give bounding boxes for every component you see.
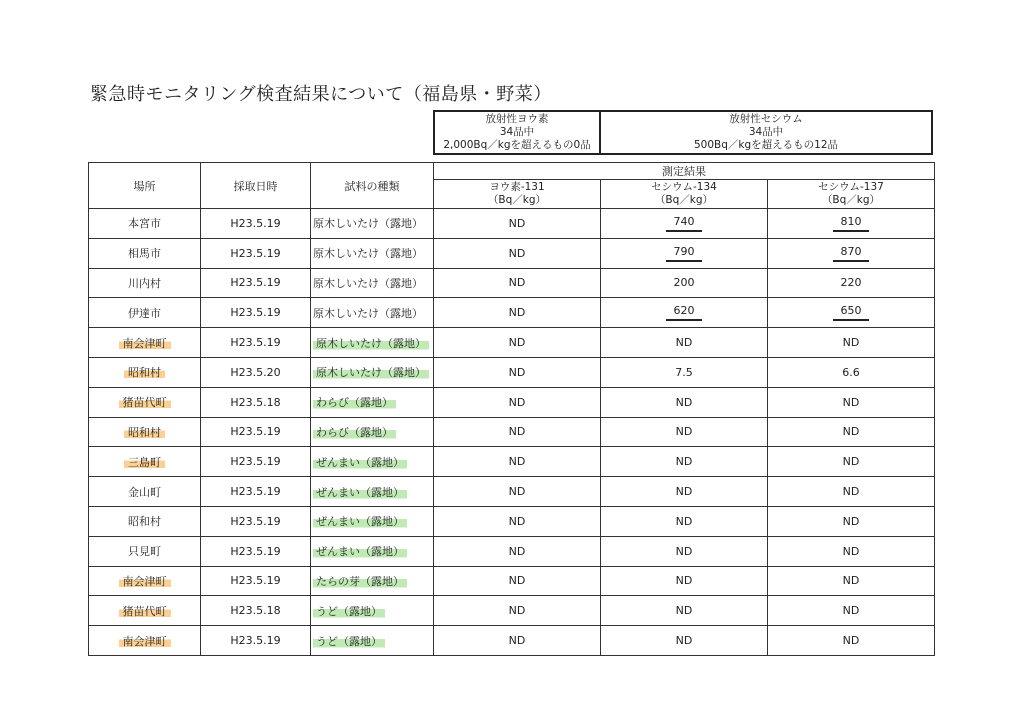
cell-cs137 (768, 298, 935, 328)
cell-i131: ND (434, 268, 601, 298)
header-i131-unit: （Bq／kg） (487, 194, 547, 206)
header-row-1 (89, 163, 935, 180)
cell-place (89, 566, 201, 596)
cell-cs134: ND (601, 506, 768, 536)
cell-cs134: ND (601, 626, 768, 656)
cell-cs134 (601, 238, 768, 268)
table-row (89, 447, 935, 477)
item-text: 原木しいたけ（露地） (313, 247, 423, 261)
cesium-summary (601, 112, 931, 153)
table-row (89, 268, 935, 298)
exceed-value: 810 (833, 215, 869, 232)
cell-i131: ND (434, 209, 601, 239)
cell-i131: ND (434, 477, 601, 507)
place-text: 三島町 (124, 456, 165, 469)
table-row (89, 596, 935, 626)
cell-place (89, 268, 201, 298)
cell-date: H23.5.19 (201, 209, 311, 239)
place-text: 昭和村 (124, 366, 165, 379)
cell-item (311, 447, 434, 477)
cell-place (89, 357, 201, 387)
cell-item (311, 328, 434, 358)
item-text: ぜんまい（露地） (313, 545, 407, 558)
cell-date: H23.5.20 (201, 357, 311, 387)
cell-item (311, 566, 434, 596)
cell-place (89, 298, 201, 328)
cell-item (311, 238, 434, 268)
item-text: わらび（露地） (313, 426, 396, 439)
cell-cs134 (601, 298, 768, 328)
header-cs137-label: セシウム-137 (818, 181, 884, 193)
cell-i131: ND (434, 506, 601, 536)
cesium-summary-count: 34品中 (748, 126, 784, 138)
table-row (89, 536, 935, 566)
place-text: 只見町 (128, 545, 161, 559)
header-cs134-unit: （Bq／kg） (654, 194, 714, 206)
place-text: 猪苗代町 (119, 396, 171, 409)
cell-item (311, 268, 434, 298)
header-cs134 (601, 180, 768, 209)
cell-cs134: 200 (601, 268, 768, 298)
iodine-summary (435, 112, 601, 153)
cell-date: H23.5.19 (201, 238, 311, 268)
cell-i131: ND (434, 566, 601, 596)
cell-item (311, 536, 434, 566)
exceed-value: 790 (666, 245, 702, 262)
cell-cs137: ND (768, 417, 935, 447)
place-text: 伊達市 (128, 306, 161, 320)
cell-i131: ND (434, 536, 601, 566)
cell-cs134: ND (601, 417, 768, 447)
place-text: 川内村 (128, 276, 161, 290)
item-text: うど（露地） (313, 635, 385, 648)
place-text: 南会津町 (119, 337, 171, 350)
cell-date: H23.5.19 (201, 328, 311, 358)
cell-cs134: ND (601, 566, 768, 596)
item-text: ぜんまい（露地） (313, 486, 407, 499)
header-date: 採取日時 (201, 163, 311, 209)
cell-date: H23.5.18 (201, 387, 311, 417)
cell-i131: ND (434, 357, 601, 387)
item-text: 原木しいたけ（露地） (313, 276, 423, 290)
cell-date: H23.5.19 (201, 566, 311, 596)
item-text: ぜんまい（露地） (313, 456, 407, 469)
item-text: 原木しいたけ（露地） (313, 337, 429, 350)
cell-item (311, 417, 434, 447)
cell-date: H23.5.19 (201, 298, 311, 328)
exceed-value: 650 (833, 304, 869, 321)
cell-cs134 (601, 209, 768, 239)
item-text: たらの芽（露地） (313, 575, 407, 588)
cell-cs137: ND (768, 387, 935, 417)
header-cs137 (768, 180, 935, 209)
iodine-summary-label: 放射性ヨウ素 (485, 113, 549, 125)
cell-item (311, 596, 434, 626)
cell-i131: ND (434, 417, 601, 447)
page-title: 緊急時モニタリング検査結果について（福島県・野菜） (90, 84, 552, 105)
header-measure: 測定結果 (434, 163, 935, 180)
place-text: 相馬市 (128, 247, 161, 261)
cell-item (311, 387, 434, 417)
cell-cs137: 6.6 (768, 357, 935, 387)
table-row (89, 506, 935, 536)
cell-cs137 (768, 209, 935, 239)
place-text: 昭和村 (124, 426, 165, 439)
cell-place (89, 626, 201, 656)
cell-i131: ND (434, 238, 601, 268)
table-row (89, 417, 935, 447)
cell-place (89, 506, 201, 536)
place-text: 南会津町 (119, 635, 171, 648)
table-row (89, 328, 935, 358)
table-row (89, 626, 935, 656)
cell-cs137: ND (768, 626, 935, 656)
cell-date: H23.5.19 (201, 626, 311, 656)
cell-cs137: 220 (768, 268, 935, 298)
cell-item (311, 506, 434, 536)
table-row (89, 298, 935, 328)
cell-date: H23.5.19 (201, 506, 311, 536)
cell-date: H23.5.19 (201, 477, 311, 507)
header-cs134-label: セシウム-134 (651, 181, 717, 193)
item-text: わらび（露地） (313, 396, 396, 409)
place-text: 猪苗代町 (119, 605, 171, 618)
cell-cs137: ND (768, 506, 935, 536)
cesium-summary-exceed: 500Bq／kgを超えるもの12品 (693, 139, 839, 151)
table-row (89, 566, 935, 596)
cell-place (89, 238, 201, 268)
cell-place (89, 447, 201, 477)
cell-date: H23.5.19 (201, 417, 311, 447)
cell-date: H23.5.19 (201, 268, 311, 298)
exceed-value: 870 (833, 245, 869, 262)
cell-cs134: ND (601, 536, 768, 566)
table-row (89, 209, 935, 239)
cell-cs137: ND (768, 477, 935, 507)
header-i131 (434, 180, 601, 209)
results-table (88, 162, 935, 656)
header-cs137-unit: （Bq／kg） (821, 194, 881, 206)
header-i131-label: ヨウ素-131 (489, 181, 545, 193)
exceed-value: 620 (666, 304, 702, 321)
cell-cs134: ND (601, 596, 768, 626)
cell-i131: ND (434, 596, 601, 626)
cell-item (311, 477, 434, 507)
cell-cs134: ND (601, 477, 768, 507)
cell-cs137: ND (768, 447, 935, 477)
cell-cs137: ND (768, 328, 935, 358)
cell-cs137 (768, 238, 935, 268)
cell-date: H23.5.19 (201, 447, 311, 477)
cell-place (89, 417, 201, 447)
cell-cs134: ND (601, 387, 768, 417)
cell-cs134: 7.5 (601, 357, 768, 387)
cell-i131: ND (434, 387, 601, 417)
cell-item (311, 626, 434, 656)
header-item: 試料の種類 (311, 163, 434, 209)
cell-cs137: ND (768, 566, 935, 596)
cell-cs134: ND (601, 447, 768, 477)
cell-cs137: ND (768, 596, 935, 626)
place-text: 金山町 (128, 485, 161, 499)
item-text: 原木しいたけ（露地） (313, 366, 429, 379)
table-row (89, 357, 935, 387)
cell-place (89, 209, 201, 239)
table-row (89, 238, 935, 268)
cell-date: H23.5.19 (201, 536, 311, 566)
cell-item (311, 357, 434, 387)
cell-date: H23.5.18 (201, 596, 311, 626)
place-text: 本宮市 (128, 217, 161, 231)
cell-item (311, 298, 434, 328)
iodine-summary-exceed: 2,000Bq／kgを超えるもの0品 (443, 139, 591, 151)
cell-place (89, 536, 201, 566)
cell-i131: ND (434, 447, 601, 477)
item-text: 原木しいたけ（露地） (313, 217, 423, 231)
place-text: 昭和村 (128, 515, 161, 529)
place-text: 南会津町 (119, 575, 171, 588)
item-text: 原木しいたけ（露地） (313, 306, 423, 320)
cell-place (89, 477, 201, 507)
item-text: うど（露地） (313, 605, 385, 618)
cell-item (311, 209, 434, 239)
summary-box (433, 110, 933, 155)
iodine-summary-count: 34品中 (499, 126, 535, 138)
cell-cs137: ND (768, 536, 935, 566)
exceed-value: 740 (666, 215, 702, 232)
cell-i131: ND (434, 298, 601, 328)
cell-place (89, 387, 201, 417)
cesium-summary-label: 放射性セシウム (729, 113, 803, 125)
table-row (89, 477, 935, 507)
cell-i131: ND (434, 626, 601, 656)
cell-cs134: ND (601, 328, 768, 358)
cell-place (89, 596, 201, 626)
item-text: ぜんまい（露地） (313, 515, 407, 528)
table-row (89, 387, 935, 417)
cell-place (89, 328, 201, 358)
cell-i131: ND (434, 328, 601, 358)
header-place: 場所 (89, 163, 201, 209)
